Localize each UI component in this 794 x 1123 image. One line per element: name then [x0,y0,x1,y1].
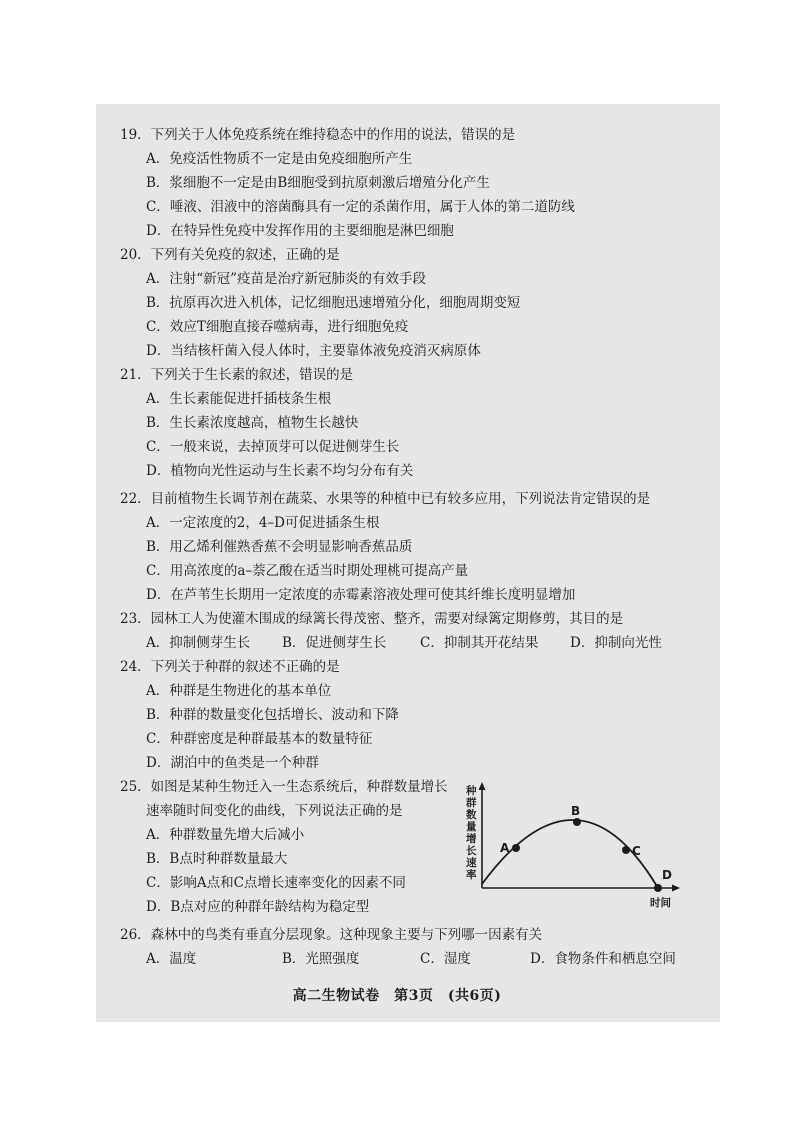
graph-ylabel-char-4: 增 [466,833,477,845]
question-24-option-b: B．种群的数量变化包括增长、波动和下降 [146,707,399,723]
question-24-option-d: D．湖泊中的鱼类是一个种群 [146,755,319,771]
question-23-option-d: D．抑制向光性 [570,635,662,651]
question-19-title: 19．下列关于人体免疫系统在维持稳态中的作用的说法，错误的是 [120,127,516,143]
question-23-option-b: B．促进侧芽生长 [282,635,387,651]
question-26-option-b: B．光照强度 [282,951,360,967]
graph-ylabel-char-6: 速 [466,857,477,869]
question-22-option-a: A．一定浓度的2，4–D可促进插条生根 [146,515,380,531]
question-26-option-a: A．温度 [146,951,197,967]
question-22-option-d: D．在芦苇生长期用一定浓度的赤霉素溶液处理可使其纤维长度明显增加 [146,587,576,603]
question-19-option-a: A．免疫活性物质不一定是由免疫细胞所产生 [146,151,413,167]
question-24-option-c: C．种群密度是种群最基本的数量特征 [146,731,373,747]
question-25-title-line2: 速率随时间变化的曲线，下列说法正确的是 [146,803,403,819]
question-21-option-c: C．一般来说，去掉顶芽可以促进侧芽生长 [146,439,400,455]
question-25-option-c: C．影响A点和C点增长速率变化的因素不同 [146,875,406,891]
question-21-option-a: A．生长素能促进扦插枝条生根 [146,391,332,407]
question-21-option-b: B．生长素浓度越高，植物生长越快 [146,415,359,431]
question-19-option-b: B．浆细胞不一定是由B细胞受到抗原刺激后增殖分化产生 [146,175,490,191]
page-footer: 高二生物试卷 第3页 (共6页) [292,988,502,1004]
question-25-title-line1: 25．如图是某种生物迁入一生态系统后，种群数量增长 [120,779,448,795]
question-22-option-b: B．用乙烯利催熟香蕉不会明显影响香蕉品质 [146,539,413,555]
question-25-option-a: A．种群数量先增大后减小 [146,827,305,843]
question-25-option-b: B．B点时种群数量最大 [146,851,288,867]
question-25-option-d: D．B点对应的种群年龄结构为稳定型 [146,899,370,915]
graph-xlabel: 时间 [650,897,671,909]
graph-point-c [622,846,630,854]
graph-ylabel-char-5: 长 [466,845,477,857]
growth-rate-graph [462,782,687,912]
question-20-option-a: A．注射“新冠”疫苗是治疗新冠肺炎的有效手段 [146,271,427,287]
graph-label-d: D [662,868,672,882]
graph-point-d [654,884,662,892]
question-22-title: 22．目前植物生长调节剂在蔬菜、水果等的种植中已有较多应用，下列说法肯定错误的是 [120,491,651,507]
graph-ylabel-char-2: 数 [466,809,477,821]
graph-label-b: B [571,804,581,818]
question-26-title: 26．森林中的鸟类有垂直分层现象。这种现象主要与下列哪一因素有关 [120,927,543,943]
question-20-option-d: D．当结核杆菌入侵人体时，主要靠体液免疫消灭病原体 [146,343,481,359]
question-22-option-c: C．用高浓度的a–萘乙酸在适当时期处理桃可提高产量 [146,563,469,579]
graph-point-a [512,844,520,852]
question-24-option-a: A．种群是生物进化的基本单位 [146,683,332,699]
question-26-option-d: D．食物条件和栖息空间 [530,951,676,967]
question-23-title: 23．园林工人为使灌木围成的绿篱长得茂密、整齐，需要对绿篱定期修剪，其目的是 [120,611,624,627]
graph-label-c: C [632,844,641,858]
question-24-title: 24．下列关于种群的叙述不正确的是 [120,659,340,675]
question-20-option-b: B．抗原再次进入机体，记忆细胞迅速增殖分化，细胞周期变短 [146,295,521,311]
question-23-option-a: A．抑制侧芽生长 [146,635,251,651]
graph-label-a: A [500,841,510,855]
question-20-title: 20．下列有关免疫的叙述，正确的是 [120,247,340,263]
question-21-title: 21．下列关于生长素的叙述，错误的是 [120,367,354,383]
question-19-option-d: D．在特异性免疫中发挥作用的主要细胞是淋巴细胞 [146,223,454,239]
graph-y-axis-arrow [479,782,486,790]
graph-point-b [573,818,581,826]
graph-x-axis-arrow [672,885,680,892]
question-23-option-c: C．抑制其开花结果 [420,635,539,651]
question-19-option-c: C．唾液、泪液中的溶菌酶具有一定的杀菌作用，属于人体的第二道防线 [146,199,575,215]
graph-ylabel-char-3: 量 [466,821,477,833]
graph-ylabel-char-7: 率 [466,869,477,881]
question-20-option-c: C．效应T细胞直接吞噬病毒，进行细胞免疫 [146,319,409,335]
question-26-option-c: C．湿度 [420,951,471,967]
graph-ylabel-char-0: 种 [466,785,477,797]
graph-ylabel-char-1: 群 [466,797,477,809]
question-21-option-d: D．植物向光性运动与生长素不均匀分布有关 [146,463,414,479]
